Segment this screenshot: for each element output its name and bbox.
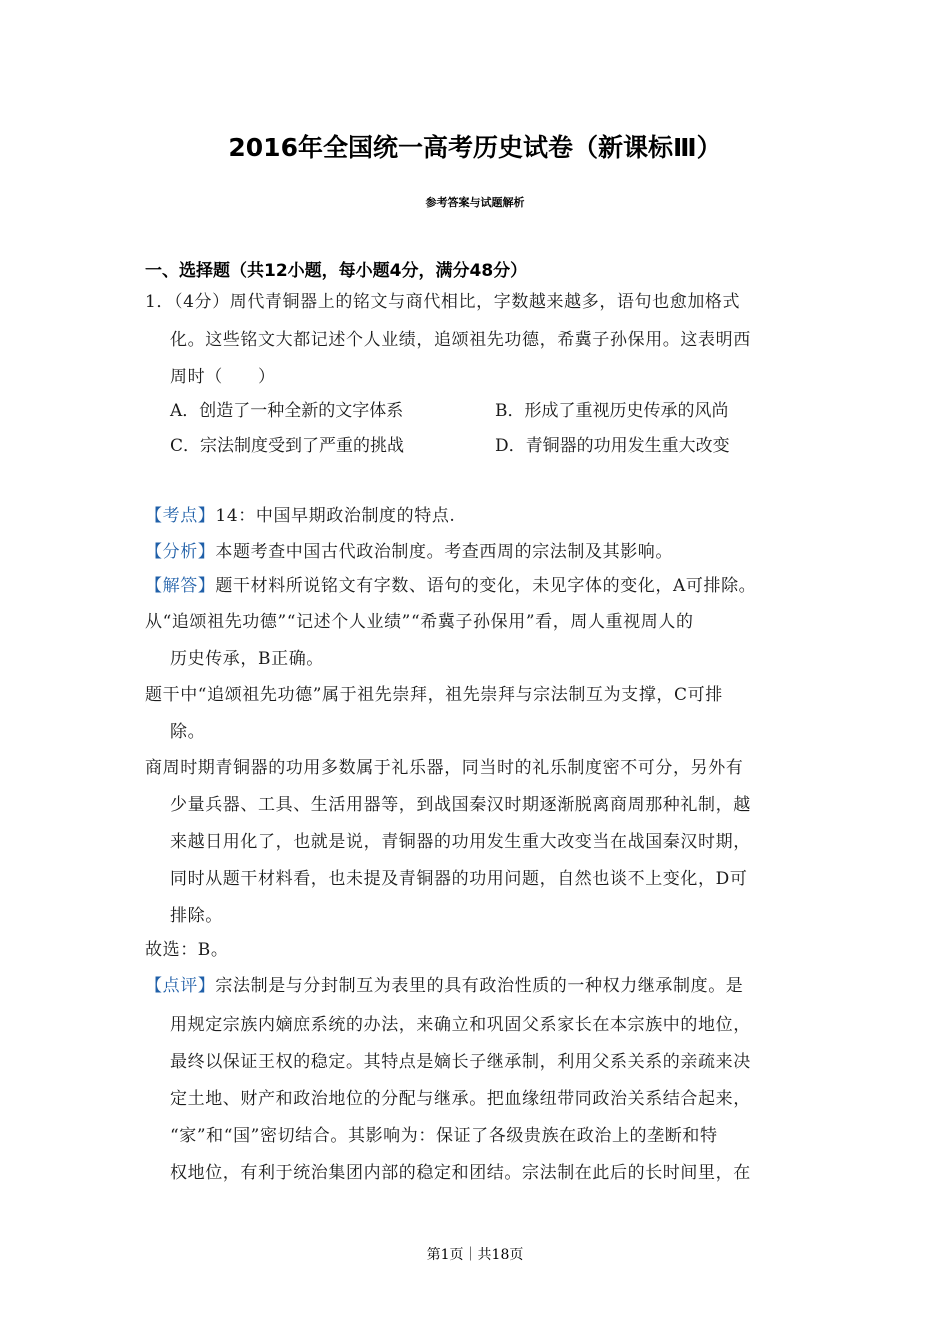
question-line-2: 化。这些铭文大都记述个人业绩，追颂祖先功德，希冀子孙保用。这表明西 (170, 330, 751, 350)
dianping-line-1: 用规定宗族内嫡庶系统的办法，来确立和巩固父系家长在本宗族中的地位， (170, 1015, 751, 1035)
dianping-first: 宗法制是与分封制互为表里的具有政治性质的一种权力继承制度。是 (215, 976, 744, 996)
answer-line: 故选：B。 (145, 940, 229, 960)
page-subtitle: 参考答案与试题解析 (425, 196, 525, 209)
jieda-line-8: 同时从题干材料看，也未提及青铜器的功用问题，自然也谈不上变化，D可 (170, 869, 748, 889)
jieda-line-6: 少量兵器、工具、生活用器等，到战国秦汉时期逐渐脱离商周那种礼制，越 (170, 795, 751, 815)
jieda-line-5: 商周时期青铜器的功用多数属于礼乐器，同当时的礼乐制度密不可分，另外有 (145, 758, 744, 778)
kaodian-text: 14：中国早期政治制度的特点. (215, 506, 456, 526)
dianping-line-3: 定土地、财产和政治地位的分配与继承。把血缘纽带同政治关系结合起来， (170, 1089, 751, 1109)
jieda-first: 题干材料所说铭文有字数、语句的变化，未见字体的变化，A可排除。 (215, 576, 757, 596)
question-line-1: 1．（4分）周代青铜器上的铭文与商代相比，字数越来越多，语句也愈加格式 (145, 292, 741, 312)
option-b: B．形成了重视历史传承的风尚 (495, 401, 729, 421)
option-a: A．创造了一种全新的文字体系 (170, 401, 404, 421)
jieda-line (145, 575, 756, 597)
kaodian-tag: 【考点】 (145, 506, 216, 526)
dianping-line-5: 权地位，有利于统治集团内部的稳定和团结。宗法制在此后的长时间里，在 (170, 1163, 751, 1183)
dianping-line-2: 最终以保证王权的稳定。其特点是嫡长子继承制，利用父系关系的亲疏来决 (170, 1052, 751, 1072)
fenxi-line (145, 541, 673, 563)
section-heading: 一、选择题（共12小题，每小题4分，满分48分） (145, 261, 528, 281)
fenxi-tag: 【分析】 (145, 542, 216, 562)
jieda-line-1: 从“追颂祖先功德”“记述个人业绩”“希冀子孙保用”看，周人重视周人的 (145, 612, 694, 632)
jieda-line-2: 历史传承，B正确。 (170, 649, 324, 669)
option-c: C．宗法制度受到了严重的挑战 (170, 436, 405, 456)
jieda-tag: 【解答】 (145, 576, 216, 596)
dianping-tag: 【点评】 (145, 976, 216, 996)
fenxi-text: 本题考查中国古代政治制度。考查西周的宗法制及其影响。 (215, 542, 674, 562)
dianping-line (145, 975, 743, 997)
page-title: 2016年全国统一高考历史试卷（新课标Ⅲ） (228, 133, 722, 162)
question-line-3: 周时（ ） (170, 367, 276, 387)
jieda-line-9: 排除。 (170, 906, 223, 926)
option-d: D．青铜器的功用发生重大改变 (495, 436, 730, 456)
kaodian-line (145, 505, 455, 527)
jieda-line-7: 来越日用化了，也就是说，青铜器的功用发生重大改变当在战国秦汉时期， (170, 832, 751, 852)
jieda-line-3: 题干中“追颂祖先功德”属于祖先崇拜，祖先崇拜与宗法制互为支撑，C可排 (145, 685, 723, 705)
jieda-line-4: 除。 (170, 722, 206, 742)
dianping-line-4: “家”和“国”密切结合。其影响为：保证了各级贵族在政治上的垄断和特 (170, 1126, 718, 1146)
page-footer: 第1页｜共18页 (426, 1247, 524, 1263)
